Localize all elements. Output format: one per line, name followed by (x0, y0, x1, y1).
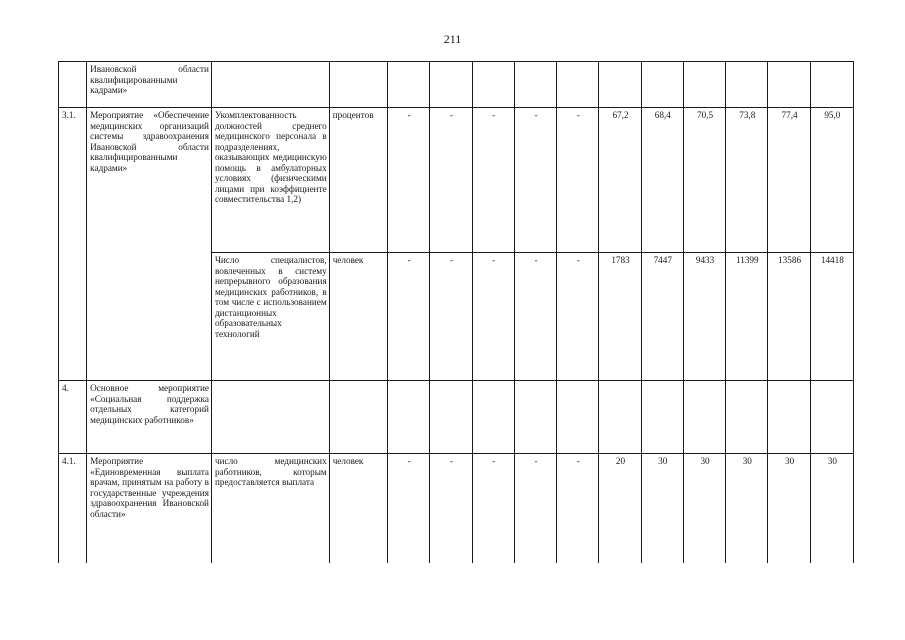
value-cell: 11399 (726, 253, 768, 381)
value-cell (472, 62, 514, 108)
unit-cell (329, 62, 387, 108)
unit-cell: процентов (329, 108, 387, 253)
unit-cell (329, 381, 387, 454)
value-cell: - (388, 454, 430, 563)
value-cell: 13586 (768, 253, 810, 381)
value-cell (514, 62, 556, 108)
indicator-name-cell: Число специалистов, вовлеченных в систему непрерывного образования медицинских работников, в том числе с использованием дистанционных образовательных технологий (211, 253, 329, 381)
value-cell (641, 381, 683, 454)
table-row (59, 454, 854, 563)
value-cell: 77,4 (768, 108, 810, 253)
value-cell: 9433 (683, 253, 725, 381)
row-number-cell: 3.1. (59, 108, 87, 381)
value-cell: - (388, 253, 430, 381)
value-cell: - (514, 454, 556, 563)
value-cell: - (430, 454, 472, 563)
value-cell: - (514, 108, 556, 253)
value-cell (726, 381, 768, 454)
page-number: 211 (443, 32, 462, 46)
indicator-name-cell (211, 381, 329, 454)
value-cell: 30 (683, 454, 725, 563)
row-number-cell: 4.1. (59, 454, 87, 563)
value-cell (599, 381, 641, 454)
event-name-cell: Мероприятие «Обеспечение медицинских организаций системы здравоохранения Ивановской области квалифицированными кадрами» (87, 108, 212, 381)
value-cell: - (472, 108, 514, 253)
value-cell (430, 381, 472, 454)
value-cell (388, 62, 430, 108)
value-cell: 14418 (810, 253, 853, 381)
value-cell (683, 62, 725, 108)
value-cell: 1783 (599, 253, 641, 381)
indicator-name-cell (211, 62, 329, 108)
value-cell (472, 381, 514, 454)
value-cell: 30 (726, 454, 768, 563)
table-row (59, 62, 854, 108)
value-cell: - (557, 253, 599, 381)
indicators-table (58, 61, 854, 563)
value-cell: - (472, 253, 514, 381)
value-cell: 20 (599, 454, 641, 563)
value-cell (810, 62, 853, 108)
value-cell: - (430, 108, 472, 253)
value-cell: - (557, 108, 599, 253)
value-cell: - (388, 108, 430, 253)
value-cell: 95,0 (810, 108, 853, 253)
value-cell (599, 62, 641, 108)
event-name-cell: Мероприятие «Единовременная выплата врачам, принятым на работу в государственные учреждения здравоохранения Ивановской области» (87, 454, 212, 563)
value-cell (557, 381, 599, 454)
unit-cell: человек (329, 253, 387, 381)
value-cell (768, 62, 810, 108)
value-cell: 30 (768, 454, 810, 563)
value-cell (430, 62, 472, 108)
value-cell: 7447 (641, 253, 683, 381)
value-cell: - (514, 253, 556, 381)
value-cell: 67,2 (599, 108, 641, 253)
value-cell: 30 (810, 454, 853, 563)
table-row (59, 381, 854, 454)
value-cell (388, 381, 430, 454)
value-cell (726, 62, 768, 108)
event-name-cell: Ивановской области квалифицированными кадрами» (87, 62, 212, 108)
value-cell: - (472, 454, 514, 563)
value-cell: - (430, 253, 472, 381)
value-cell: - (557, 454, 599, 563)
unit-cell: человек (329, 454, 387, 563)
row-number-cell: 4. (59, 381, 87, 454)
value-cell: 73,8 (726, 108, 768, 253)
value-cell (557, 62, 599, 108)
row-number-cell (59, 62, 87, 108)
value-cell (641, 62, 683, 108)
value-cell: 30 (641, 454, 683, 563)
indicator-name-cell: Укомплектованность должностей среднего медицинского персонала в подразделениях, оказывающих медицинскую помощь в амбулаторных условиях (физическими лицами при коэффициенте совместительства 1,2) (211, 108, 329, 253)
value-cell: 70,5 (683, 108, 725, 253)
value-cell (810, 381, 853, 454)
table-row (59, 108, 854, 253)
value-cell: 68,4 (641, 108, 683, 253)
value-cell (514, 381, 556, 454)
event-name-cell: Основное мероприятие «Социальная поддержка отдельных категорий медицинских работников» (87, 381, 212, 454)
indicator-name-cell: число медицинских работников, которым предоставляется выплата (211, 454, 329, 563)
value-cell (768, 381, 810, 454)
value-cell (683, 381, 725, 454)
